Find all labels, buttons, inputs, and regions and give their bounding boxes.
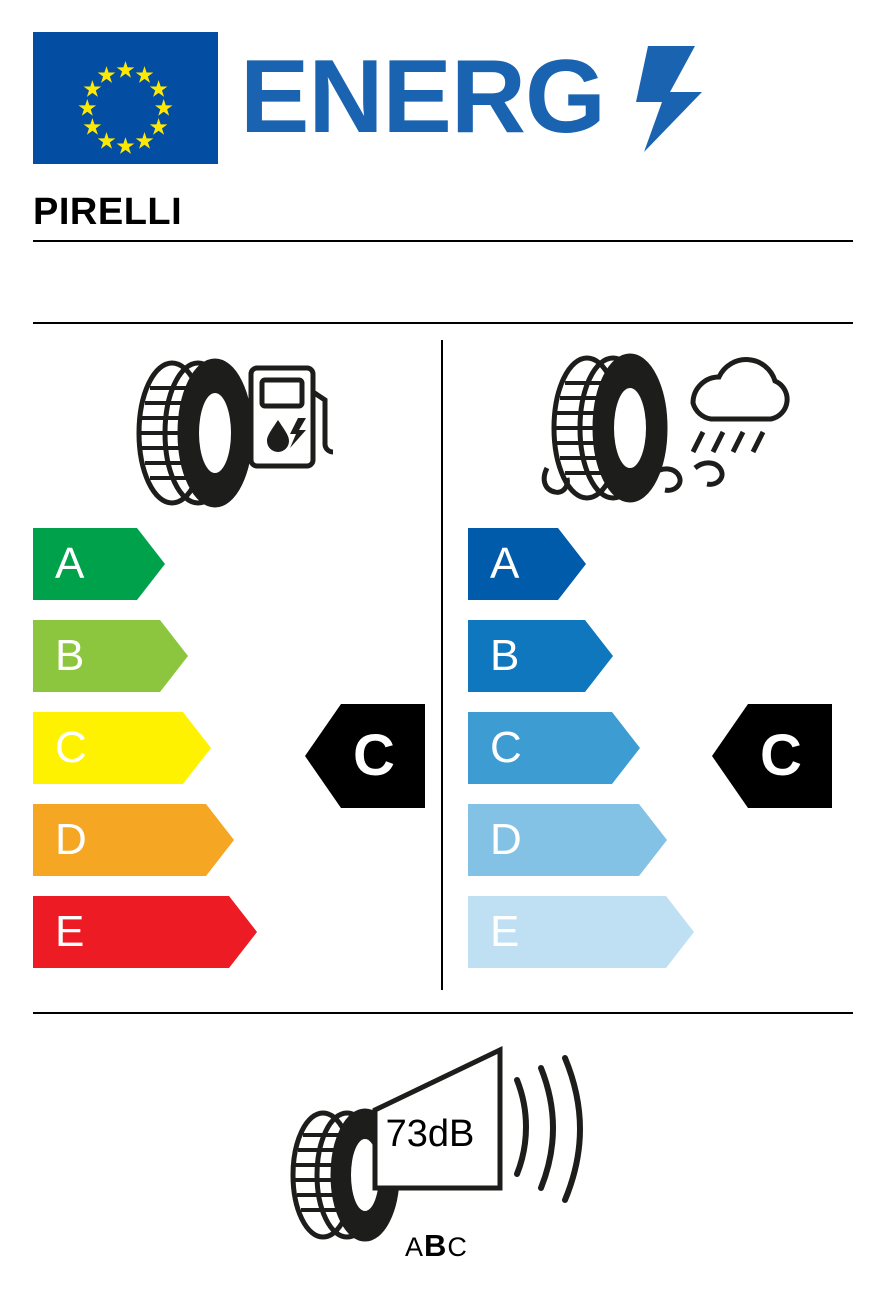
divider-second [33, 322, 853, 324]
noise-class-scale [405, 1228, 468, 1264]
fuel-grade-letter-e: E [55, 907, 85, 956]
wetgrip-grade-letter-b: B [490, 631, 520, 680]
fuel-grade-letter-b: B [55, 631, 85, 680]
wetgrip-grade-letter-c: C [490, 723, 522, 772]
svg-text:ENERG: ENERG [240, 44, 605, 154]
fuel-result-marker [305, 704, 425, 808]
tyre-rain-cloud-icon [525, 348, 790, 518]
divider-top [33, 240, 853, 242]
fuel-result-letter: C [353, 723, 395, 788]
noise-class-c: C [447, 1232, 468, 1262]
fuel-grade-letter-d: D [55, 815, 87, 864]
wetgrip-grade-letter-e: E [490, 907, 520, 956]
divider-vertical [441, 340, 443, 990]
noise-class-a: A [405, 1232, 425, 1262]
fuel-grade-letter-a: A [55, 539, 85, 588]
wetgrip-result-marker [712, 704, 832, 808]
brand-name: PIRELLI [33, 191, 183, 233]
wetgrip-grade-letter-a: A [490, 539, 520, 588]
noise-class-b-selected: B [424, 1228, 448, 1263]
fuel-grade-bar-a [33, 528, 165, 600]
divider-bottom [33, 1012, 853, 1014]
wetgrip-grade-bar-a [468, 528, 586, 600]
wetgrip-result-letter: C [760, 723, 802, 788]
wetgrip-grade-letter-d: D [490, 815, 522, 864]
eu-flag [33, 32, 218, 164]
fuel-grade-letter-c: C [55, 723, 87, 772]
tyre-fuel-pump-icon [120, 348, 335, 518]
energy-wordmark [240, 44, 710, 154]
noise-value: 73dB [385, 1113, 475, 1155]
